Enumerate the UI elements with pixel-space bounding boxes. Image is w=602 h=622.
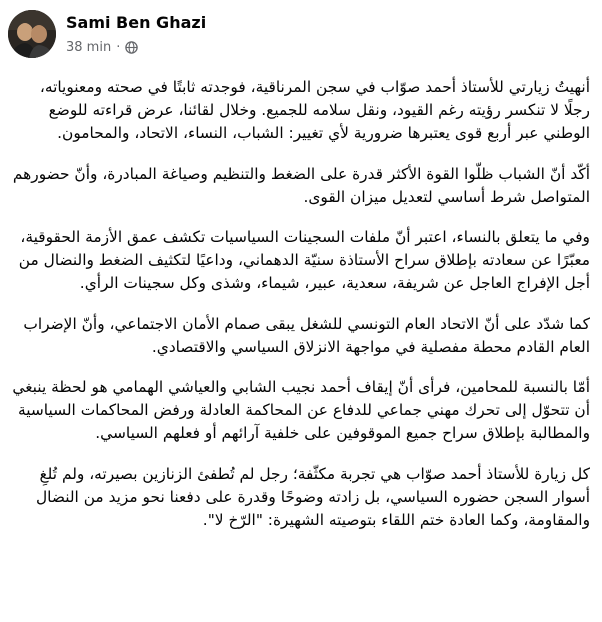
globe-icon[interactable] <box>125 41 138 54</box>
post-timestamp[interactable]: 38 min <box>66 40 112 55</box>
author-name[interactable]: Sami Ben Ghazi <box>66 13 207 32</box>
post-paragraph: كما شدّد على أنّ الاتحاد العام التونسي للشغل يبقى صمام الأمان الاجتماعي، وأنّ الإضراب العام القادم محطة مفصلية في مواجهة الانزلاق السياسي والاقتصادي. <box>23 314 590 356</box>
post-meta <box>66 40 138 55</box>
meta-separator: · <box>116 40 121 55</box>
post-paragraph: وفي ما يتعلق بالنساء، اعتبر أنّ ملفات السجينات السياسيات تكشف عمق الأزمة الحقوقية، معبّرًا عن سعادته بإطلاق سراح الأستاذة سنيّة الدهماني، وداعيًا لتكثيف الضغط والنضال من أجل الإفراج العاجل عن شريفة، سعدية، عبير، شيماء، وشذى وكل سجينات الرأي. <box>18 228 590 293</box>
post-paragraph: أنهيتُ زيارتي للأستاذ أحمد صوّاب في سجن المرناقية، فوجدته ثابتًا في صحته ومعنوياته، رجلًا لا تنكسر رؤيته رغم القيود، ونقل سلامه للجميع. وخلال لقائنا، عرض قراءته للوضع الوطني عبر أربع قوى يعتبرها ضرورية لأي تغيير: الشباب، النساء، الاتحاد، والمحامون. <box>39 78 590 143</box>
avatar-photo <box>8 10 56 58</box>
post-paragraph: أكّد أنّ الشباب ظلّوا القوة الأكثر قدرة على الضغط والتنظيم وصياغة المبادرة، وأنّ حضورهم المتواصل شرط أساسي لتعديل ميزان القوى. <box>12 164 590 206</box>
post-header <box>0 0 602 68</box>
post-body <box>12 76 590 549</box>
post-paragraph: أمّا بالنسبة للمحامين، فرأى أنّ إيقاف أحمد نجيب الشابي والعياشي الهمامي هو لحظة ينبغي أن تتحوّل إلى تحرك مهني جماعي للدفاع عن المحاكمة العادلة ورفض المحاكمات السياسية والمطالبة بإطلاق سراح جميع الموقوفين على خلفية آرائهم أو فعلهم السياسي. <box>12 378 590 443</box>
post-paragraph: كل زيارة للأستاذ أحمد صوّاب هي تجربة مكثّفة؛ رجل لم تُطفئ الزنازين بصيرته، ولم تُلغِ أسوار السجن حضوره السياسي، بل زادته وضوحًا وقدرة على دفعنا نحو مزيد من النضال والمقاومة، وكما العادة ختم اللقاء بتوصيته الشهيرة: "الرّخ لا". <box>36 464 590 530</box>
avatar[interactable] <box>8 10 56 58</box>
